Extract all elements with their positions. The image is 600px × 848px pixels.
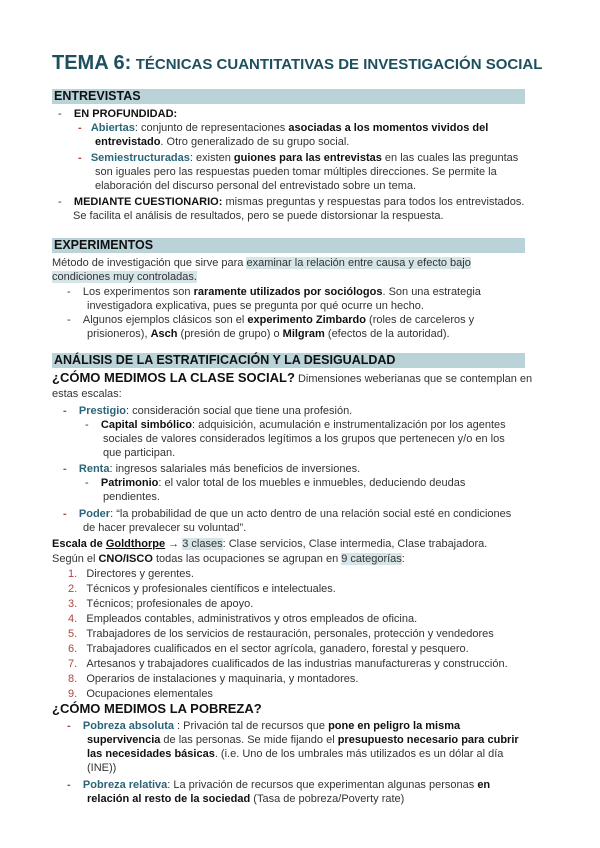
page-title: TEMA 6: TÉCNICAS CUANTITATIVAS DE INVESTIGACIÓN SOCIAL (52, 52, 543, 74)
list-item: 1. Directores y gerentes. (68, 568, 194, 580)
list-item: 2. Técnicos y profesionales científicos e intelectuales. (68, 583, 336, 595)
list-item: - EN PROFUNDIDAD: (58, 108, 178, 120)
list-item: - Abiertas: conjunto de representaciones asociadas a los momentos vividos del (78, 122, 489, 134)
list-item: - Los experimentos son raramente utilizados por sociólogos. Son una estrategia (67, 286, 481, 298)
list-item: - Poder: “la probabilidad de que un acto dentro de una relación social esté en condiciones (63, 508, 512, 520)
section-heading-estratificacion: ANÁLISIS DE LA ESTRATIFICACIÓN Y LA DESIGUALDAD (52, 353, 525, 368)
list-item: 3. Técnicos; profesionales de apoyo. (68, 598, 254, 610)
list-item: - Pobreza relativa: La privación de recursos que experimentan algunas personas en (67, 779, 491, 791)
list-item: - Capital simbólico: adquisición, acumulación e instrumentalización por los agentes (85, 419, 506, 431)
section-heading-experimentos: EXPERIMENTOS (52, 238, 525, 253)
list-item: - MEDIANTE CUESTIONARIO: mismas preguntas y respuestas para todos los entrevistados. (58, 196, 525, 208)
list-item: 9. Ocupaciones elementales (68, 688, 213, 700)
list-item: - Pobreza absoluta : Privación tal de recursos que pone en peligro la misma (67, 720, 461, 732)
list-item: - Semiestructuradas: existen guiones para las entrevistas en las cuales las preguntas (78, 152, 519, 164)
list-item: 7. Artesanos y trabajadores cualificados de las industrias manufactureras y construcción. (68, 658, 508, 670)
document-page: TEMA 6: TÉCNICAS CUANTITATIVAS DE INVESTIGACIÓN SOCIAL ENTREVISTAS - EN PROFUNDIDAD: - Abiertas: conjunto de representaciones asociadas a los momentos vividos del entrevistado. Otro generalizado de su grupo social. - Semiestructuradas: existen guiones para las entrevistas en las cuales las preguntas son iguales pero las respuestas pueden tomar múltiples direcciones. Se permite la elaboración del discurso personal del entrevistado sobre un tema. - MEDIANTE CUESTIONARIO: mismas preguntas y respuestas para todos los entrevistados. Se facilita el análisis de resultados, pero se puede distorsionar la respuesta. EXPERIMENTOS Método de investigación que sirve para examinar la relación entre causa y efecto bajo condiciones muy controladas. - Los experimentos son raramente utilizados por sociólogos. Son una estrategia investigadora explicativa, pues se pregunta por qué ocurre un hecho. - Algunos ejemplos clásicos son el experimento Zimbardo (roles de carceleros y prisioneros), Asch (presión de grupo) o Milgram (efectos de la autoridad). ANÁLISIS DE LA ESTRATIFICACIÓN Y LA DESIGUALDAD ¿CÓMO MEDIMOS LA CLASE SOCIAL? Dimensiones weberianas que se contemplan en estas escalas: - Prestigio: consideración social que tiene una profesión. - Capital simbólico: adquisición, acumulación e instrumentalización por los agentes sociales de valores considerados legítimos a los grupos que pertenecen y/o en los que participan. - Renta: ingresos salariales más beneficios de inversiones. - Patrimonio: el valor total de los muebles e inmuebles, deduciendo deudas pendientes. - Poder: “la probabilidad de que un acto dentro de una relación social esté en condiciones de hacer prevalecer su voluntad”. Escala de Goldthorpe → 3 clases: Clase servicios, Clase intermedia, Clase trabajadora. Según el CNO/ISCO todas las ocupaciones se agrupan en 9 categorías: 1. Directores y gerentes. 2. Técnicos y profesionales científicos e intelectuales. 3. Técnicos; profesionales de apoyo. 4. Empleados contables, administrativos y otros empleados de oficina. 5. Trabajadores de los servicios de restauración, personales, protección y vendedores 6. Trabajadores cualificados en el sector agrícola, ganadero, forestal y pesquero. 7. Artesanos y trabajadores cualificados de las industrias manufactureras y construcción. 8. Operarios de instalaciones y maquinaria, y montadores. 9. Ocupaciones elementales ¿CÓMO MEDIMOS LA POBREZA? - Pobreza absoluta : Privación tal de recursos que pone en peligro la misma supervivencia de las personas. Se mide fijando el presupuesto necesario para cubrir las necesidades básicas. (i.e. Uno de los umbrales más utilizados es un dólar al día (INE)) - Pobreza relativa: La privación de recursos que experimentan algunas personas en relación al resto de la sociedad (Tasa de pobreza/Poverty rate) (52, 52, 543, 805)
list-item: - Algunos ejemplos clásicos son el experimento Zimbardo (roles de carceleros y (67, 314, 475, 326)
list-item: - Prestigio: consideración social que tiene una profesión. (63, 405, 353, 417)
list-item: 8. Operarios de instalaciones y maquinaria, y montadores. (68, 673, 359, 685)
section-heading-entrevistas: ENTREVISTAS (52, 89, 525, 104)
list-item: - Renta: ingresos salariales más beneficios de inversiones. (63, 463, 361, 475)
list-item: - Patrimonio: el valor total de los muebles e inmuebles, deduciendo deudas (85, 477, 466, 489)
list-item: 5. Trabajadores de los servicios de restauración, personales, protección y vendedores (68, 628, 494, 640)
list-item: 6. Trabajadores cualificados en el sector agrícola, ganadero, forestal y pesquero. (68, 643, 469, 655)
list-item: 4. Empleados contables, administrativos y otros empleados de oficina. (68, 613, 418, 625)
